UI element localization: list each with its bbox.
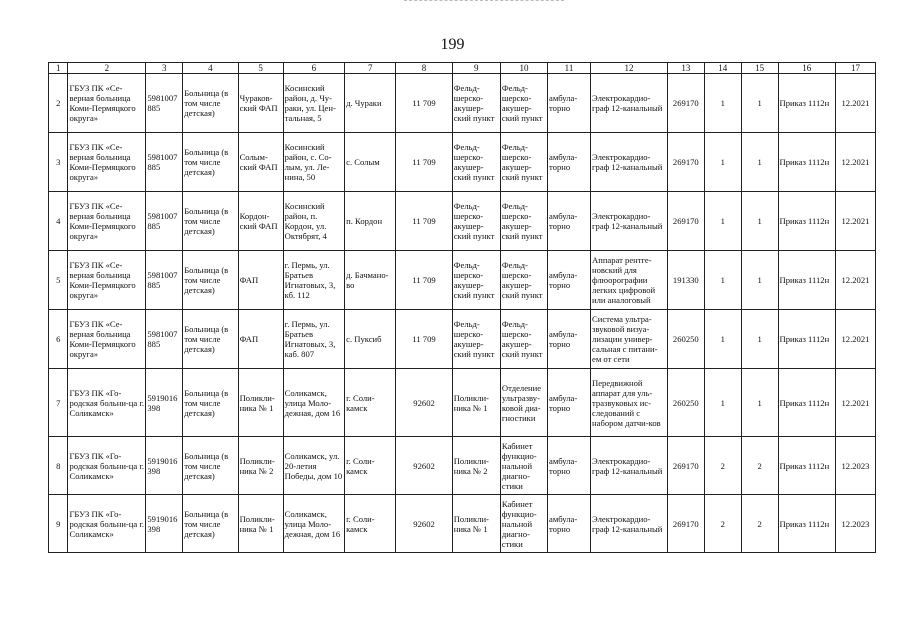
- cell-locality: п. Кордон: [345, 192, 396, 251]
- col-header: 7: [345, 63, 396, 74]
- cell-inn: 5919016398: [146, 369, 183, 437]
- cell-oktmo-code: 92602: [396, 437, 452, 495]
- cell-delivery-date: 12.2021: [835, 369, 875, 437]
- cell-equipment-name: Электрокардио-граф 12-канальный: [591, 192, 668, 251]
- col-header: 16: [778, 63, 835, 74]
- cell-oktmo-code: 11 709: [396, 310, 452, 369]
- cell-oktmo-code: 11 709: [396, 74, 452, 133]
- cell-quantity-required: 1: [704, 133, 741, 192]
- cell-locality: с. Солым: [345, 133, 396, 192]
- table-row: [49, 133, 876, 192]
- cell-legal-basis: Приказ 1112н: [778, 133, 835, 192]
- table-row: [49, 74, 876, 133]
- col-header: 13: [667, 63, 704, 74]
- cell-quantity-planned: 1: [741, 310, 778, 369]
- col-header: 15: [741, 63, 778, 74]
- cell-quantity-planned: 1: [741, 192, 778, 251]
- cell-equipment-name: Электрокардио-граф 12-канальный: [591, 495, 668, 553]
- cell-subdivision: Солым-ский ФАП: [238, 133, 283, 192]
- cell-subdivision: Чураков-ский ФАП: [238, 74, 283, 133]
- cell-equipment-code: 269170: [667, 74, 704, 133]
- cell-quantity-planned: 1: [741, 369, 778, 437]
- registry-table: [48, 62, 876, 553]
- cell-quantity-planned: 1: [741, 74, 778, 133]
- cell-unit-type: Фельд-шерско-акушер-ский пункт: [452, 133, 500, 192]
- cell-care-form: амбула-торно: [548, 192, 591, 251]
- cell-locality: г. Соли-камск: [345, 437, 396, 495]
- cell-inn: 5919016398: [146, 437, 183, 495]
- cell-inn: 5919016398: [146, 495, 183, 553]
- cell-organization-name: ГБУЗ ПК «Се-верная больница Коми-Пермяцкого округа»: [68, 251, 146, 310]
- cell-equipment-name: Электрокардио-граф 12-канальный: [591, 74, 668, 133]
- cell-address: Косинский район, п. Кордон, ул. Октябрят, 4: [283, 192, 344, 251]
- cell-care-form: амбула-торно: [548, 74, 591, 133]
- table-row: [49, 369, 876, 437]
- cell-unit-type: Фельд-шерско-акушер-ский пункт: [452, 251, 500, 310]
- cell-address: г. Пермь, ул. Братьев Игнатовых, 3, каб. 807: [283, 310, 344, 369]
- col-header: 8: [396, 63, 452, 74]
- cell-subdivision: Поликли-ника № 1: [238, 495, 283, 553]
- cell-care-form: амбула-торно: [548, 369, 591, 437]
- cell-inn: 5981007885: [146, 192, 183, 251]
- cell-quantity-required: 1: [704, 310, 741, 369]
- cell-organization-type: Больница (в том числе детская): [183, 251, 238, 310]
- col-header: 11: [548, 63, 591, 74]
- cell-delivery-date: 12.2021: [835, 133, 875, 192]
- cell-row-number: 5: [49, 251, 68, 310]
- cell-locality: г. Соли-камск: [345, 495, 396, 553]
- cell-department: Фельд-шерско-акушер-ский пункт: [500, 133, 547, 192]
- cell-department: Фельд-шерско-акушер-ский пункт: [500, 74, 547, 133]
- header-row: [49, 63, 876, 74]
- cell-inn: 5981007885: [146, 133, 183, 192]
- cell-locality: д. Чураки: [345, 74, 396, 133]
- cell-organization-name: ГБУЗ ПК «Го-родская больни-ца г. Соликамск»: [68, 369, 146, 437]
- cell-delivery-date: 12.2023: [835, 437, 875, 495]
- cell-delivery-date: 12.2021: [835, 74, 875, 133]
- cell-quantity-planned: 1: [741, 133, 778, 192]
- cell-organization-type: Больница (в том числе детская): [183, 369, 238, 437]
- cell-oktmo-code: 92602: [396, 369, 452, 437]
- cell-address: Соликамск, улица Моло-дежная, дом 16: [283, 495, 344, 553]
- cell-inn: 5981007885: [146, 251, 183, 310]
- cell-legal-basis: Приказ 1112н: [778, 251, 835, 310]
- cell-organization-name: ГБУЗ ПК «Се-верная больница Коми-Пермяцкого округа»: [68, 192, 146, 251]
- cell-subdivision: Кордон-ский ФАП: [238, 192, 283, 251]
- cell-legal-basis: Приказ 1112н: [778, 192, 835, 251]
- cell-department: Фельд-шерско-акушер-ский пункт: [500, 310, 547, 369]
- table-row: [49, 251, 876, 310]
- cell-subdivision: ФАП: [238, 310, 283, 369]
- cell-address: Косинский район, с. Со-лым, ул. Ле-нина, 50: [283, 133, 344, 192]
- cell-unit-type: Фельд-шерско-акушер-ский пункт: [452, 74, 500, 133]
- cell-care-form: амбула-торно: [548, 251, 591, 310]
- cell-care-form: амбула-торно: [548, 133, 591, 192]
- table-row: [49, 310, 876, 369]
- cell-legal-basis: Приказ 1112н: [778, 74, 835, 133]
- cell-row-number: 8: [49, 437, 68, 495]
- cell-locality: с. Пуксиб: [345, 310, 396, 369]
- cell-organization-name: ГБУЗ ПК «Се-верная больница Коми-Пермяцкого округа»: [68, 133, 146, 192]
- cell-row-number: 6: [49, 310, 68, 369]
- cell-department: Фельд-шерско-акушер-ский пункт: [500, 251, 547, 310]
- top-rule: [404, 0, 564, 1]
- cell-inn: 5981007885: [146, 310, 183, 369]
- cell-quantity-required: 1: [704, 74, 741, 133]
- cell-quantity-required: 2: [704, 495, 741, 553]
- cell-oktmo-code: 11 709: [396, 251, 452, 310]
- col-header: 1: [49, 63, 68, 74]
- cell-oktmo-code: 11 709: [396, 133, 452, 192]
- cell-equipment-name: Электрокардио-граф 12-канальный: [591, 133, 668, 192]
- cell-legal-basis: Приказ 1112н: [778, 495, 835, 553]
- cell-department: Отделение ультразву-ковой диа-гностики: [500, 369, 547, 437]
- cell-inn: 5981007885: [146, 74, 183, 133]
- cell-quantity-required: 2: [704, 437, 741, 495]
- col-header: 14: [704, 63, 741, 74]
- cell-equipment-code: 269170: [667, 133, 704, 192]
- col-header: 6: [283, 63, 344, 74]
- cell-organization-type: Больница (в том числе детская): [183, 133, 238, 192]
- col-header: 12: [591, 63, 668, 74]
- cell-care-form: амбула-торно: [548, 310, 591, 369]
- cell-department: Кабинет функцио-нальной диагно-стики: [500, 437, 547, 495]
- cell-unit-type: Фельд-шерско-акушер-ский пункт: [452, 310, 500, 369]
- cell-equipment-name: Аппарат рентге-новский для флюорографии легких цифровой или аналоговый: [591, 251, 668, 310]
- page-number: 199: [440, 36, 465, 53]
- cell-row-number: 7: [49, 369, 68, 437]
- cell-care-form: амбула-торно: [548, 437, 591, 495]
- cell-organization-name: ГБУЗ ПК «Го-родская больни-ца г. Соликамск»: [68, 437, 146, 495]
- cell-unit-type: Поликли-ника № 1: [452, 369, 500, 437]
- cell-unit-type: Фельд-шерско-акушер-ский пункт: [452, 192, 500, 251]
- cell-quantity-required: 1: [704, 251, 741, 310]
- cell-quantity-planned: 1: [741, 251, 778, 310]
- cell-legal-basis: Приказ 1112н: [778, 437, 835, 495]
- cell-subdivision: Поликли-ника № 1: [238, 369, 283, 437]
- cell-quantity-planned: 2: [741, 437, 778, 495]
- cell-delivery-date: 12.2021: [835, 192, 875, 251]
- cell-care-form: амбула-торно: [548, 495, 591, 553]
- cell-unit-type: Поликли-ника № 2: [452, 437, 500, 495]
- table-row: [49, 192, 876, 251]
- col-header: 10: [500, 63, 547, 74]
- cell-oktmo-code: 92602: [396, 495, 452, 553]
- cell-oktmo-code: 11 709: [396, 192, 452, 251]
- cell-address: Соликамск, улица Моло-дежная, дом 16: [283, 369, 344, 437]
- cell-equipment-code: 269170: [667, 192, 704, 251]
- cell-address: Косинский район, д. Чу-раки, ул. Цен-тальная, 5: [283, 74, 344, 133]
- cell-equipment-code: 191330: [667, 251, 704, 310]
- cell-legal-basis: Приказ 1112н: [778, 369, 835, 437]
- col-header: 4: [183, 63, 238, 74]
- cell-legal-basis: Приказ 1112н: [778, 310, 835, 369]
- col-header: 3: [146, 63, 183, 74]
- cell-row-number: 9: [49, 495, 68, 553]
- cell-equipment-code: 269170: [667, 437, 704, 495]
- cell-organization-type: Больница (в том числе детская): [183, 310, 238, 369]
- col-header: 5: [238, 63, 283, 74]
- cell-department: Кабинет функцио-нальной диагно-стики: [500, 495, 547, 553]
- cell-delivery-date: 12.2021: [835, 251, 875, 310]
- cell-equipment-name: Электрокардио-граф 12-канальный: [591, 437, 668, 495]
- cell-equipment-code: 260250: [667, 369, 704, 437]
- cell-address: г. Пермь, ул. Братьев Игнатовых, 3, кб. 112: [283, 251, 344, 310]
- cell-quantity-required: 1: [704, 192, 741, 251]
- cell-row-number: 4: [49, 192, 68, 251]
- cell-equipment-code: 260250: [667, 310, 704, 369]
- cell-organization-name: ГБУЗ ПК «Се-верная больница Коми-Пермяцкого округа»: [68, 310, 146, 369]
- col-header: 17: [835, 63, 875, 74]
- cell-equipment-name: Передвижной аппарат для уль-тразвуковых ис-следований с набором датчи-ков: [591, 369, 668, 437]
- col-header: 9: [452, 63, 500, 74]
- cell-organization-name: ГБУЗ ПК «Го-родская больни-ца г. Соликамск»: [68, 495, 146, 553]
- cell-quantity-planned: 2: [741, 495, 778, 553]
- cell-unit-type: Поликли-ника № 1: [452, 495, 500, 553]
- cell-delivery-date: 12.2021: [835, 310, 875, 369]
- col-header: 2: [68, 63, 146, 74]
- cell-subdivision: Поликли-ника № 2: [238, 437, 283, 495]
- cell-quantity-required: 1: [704, 369, 741, 437]
- cell-organization-type: Больница (в том числе детская): [183, 495, 238, 553]
- cell-organization-type: Больница (в том числе детская): [183, 74, 238, 133]
- cell-address: Соликамск, ул. 20-летия Победы, дом 10: [283, 437, 344, 495]
- cell-organization-type: Больница (в том числе детская): [183, 192, 238, 251]
- cell-locality: д. Бачмано-во: [345, 251, 396, 310]
- table-row: [49, 495, 876, 553]
- cell-locality: г. Соли-камск: [345, 369, 396, 437]
- table-row: [49, 437, 876, 495]
- cell-delivery-date: 12.2023: [835, 495, 875, 553]
- cell-equipment-code: 269170: [667, 495, 704, 553]
- cell-row-number: 3: [49, 133, 68, 192]
- cell-row-number: 2: [49, 74, 68, 133]
- cell-organization-type: Больница (в том числе детская): [183, 437, 238, 495]
- cell-subdivision: ФАП: [238, 251, 283, 310]
- cell-department: Фельд-шерско-акушер-ский пункт: [500, 192, 547, 251]
- cell-equipment-name: Система ультра-звуковой визуа-лизации универ-сальная с питани-ем от сети: [591, 310, 668, 369]
- cell-organization-name: ГБУЗ ПК «Се-верная больница Коми-Пермяцкого округа»: [68, 74, 146, 133]
